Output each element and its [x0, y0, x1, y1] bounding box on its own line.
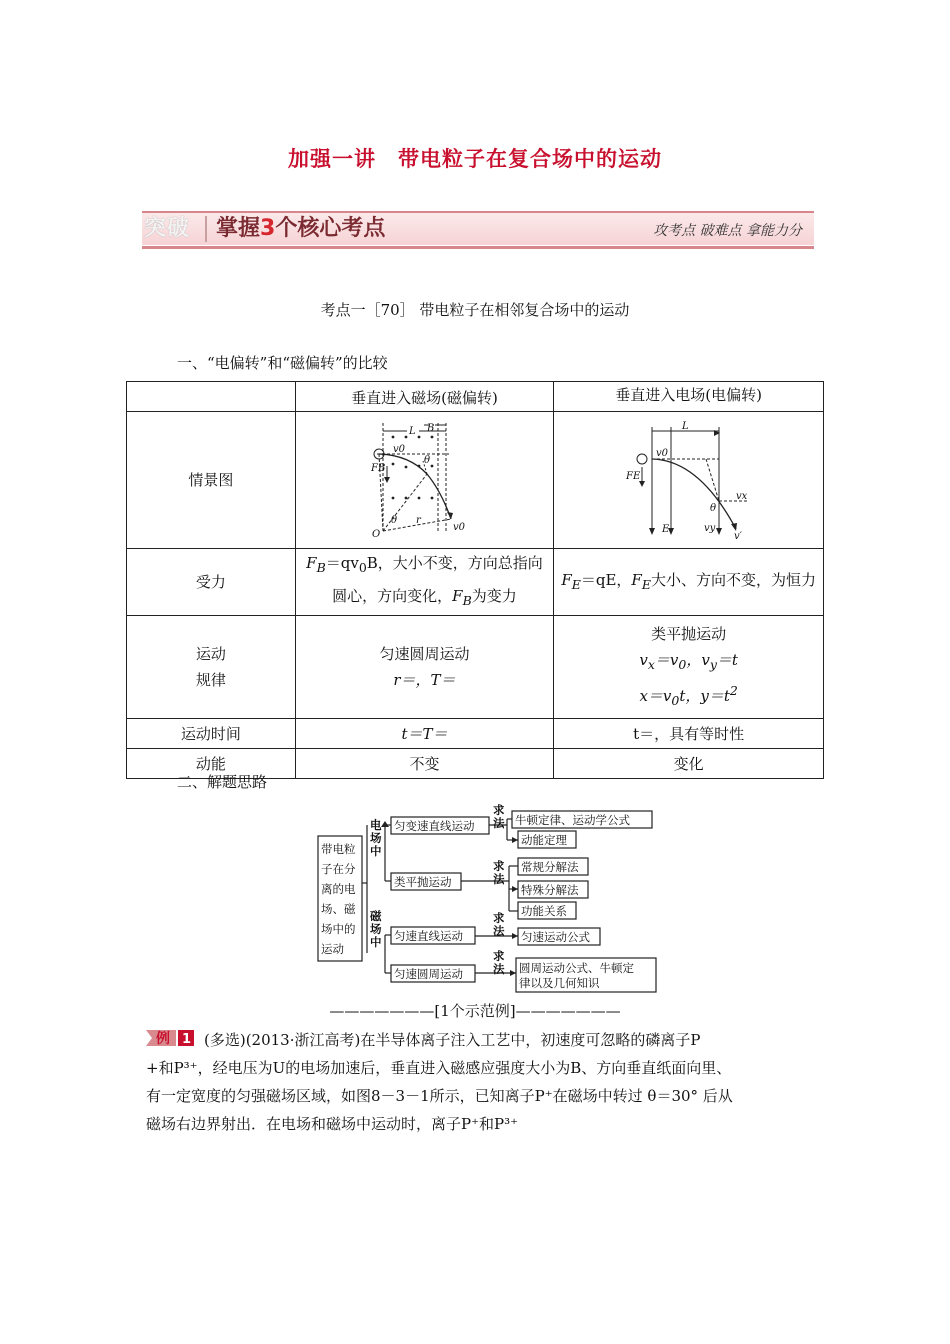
motion-mag [295, 616, 554, 719]
flow-root-2: 子在分 [321, 862, 356, 876]
motion-mag-1: 匀速圆周运动 [379, 645, 470, 663]
header-empty-cell [127, 382, 296, 412]
section1-heading: 一、“电偏转”和“磁偏转”的比较 [177, 354, 388, 372]
flow-r2: 动能定理 [521, 833, 567, 847]
fm4-sub: B [462, 593, 472, 608]
force-mag [295, 549, 554, 616]
diagram-mag-r: r [416, 515, 422, 526]
me2a: v [639, 650, 648, 669]
flow-qiu-4: 求 [493, 949, 505, 963]
flow-elec-3: 中 [370, 844, 382, 858]
ke-mag: 不变 [295, 749, 554, 779]
flow-root-6: 运动 [321, 942, 344, 956]
diagram-mag-L: L [409, 426, 417, 437]
flow-m1: 匀变速直线运动 [394, 819, 475, 833]
banner-bottom-line [142, 246, 814, 249]
fe4: 大小、方向不变，为恒力 [650, 570, 816, 589]
fe3: F [631, 570, 642, 589]
flow-m2: 类平抛运动 [394, 875, 452, 889]
banner-prefix: 掌握 [216, 216, 261, 241]
flow-fa-1: 法 [493, 816, 505, 830]
fm1: F [306, 554, 317, 572]
me2a-sub: x [647, 656, 655, 672]
diagram-mag-O: O [372, 529, 381, 540]
motion-mag-2: r＝，T＝ [393, 671, 456, 689]
banner-heading [216, 215, 385, 243]
example-text-1: (多选)(2013·浙江高考)在半导体离子注入工艺中，初速度可忽略的磷离子P [204, 1031, 701, 1049]
table-row-scene [127, 412, 824, 549]
flow-root-1: 带电粒 [321, 842, 356, 856]
diagram-mag-FB: FB [371, 463, 386, 474]
table-row-motion [127, 616, 824, 719]
label-time: 运动时间 [127, 719, 296, 749]
example-badge [146, 1028, 198, 1048]
flow-root-4: 场、磁 [321, 902, 356, 916]
diagram-elec-E: E [661, 524, 669, 535]
diagram-mag-theta2: θ [391, 515, 398, 526]
flow-r7b: 律以及几何知识 [519, 976, 600, 990]
me2d: ＝t [716, 650, 738, 669]
flow-qiu-3: 求 [493, 911, 505, 925]
fm5: 为变力 [471, 587, 517, 605]
me2b-sub: 0 [678, 656, 687, 672]
example-label: 例 [156, 1031, 170, 1047]
diagram-mag-v0-out: v0 [453, 522, 466, 533]
flow-r3: 常规分解法 [521, 860, 579, 874]
header-mag: 垂直进入磁场(磁偏转) [295, 382, 554, 412]
time-mag: t＝T＝ [295, 719, 554, 749]
example-line-2: +和P³⁺，经电压为U的电场加速后，垂直进入磁感应强度大小为B、方向垂直纸面向里、 [146, 1059, 732, 1077]
flow-r7a: 圆周运动公式、牛顿定 [519, 961, 634, 975]
table-row-force [127, 549, 824, 616]
flow-mag-1: 磁 [370, 909, 382, 923]
example-number: 1 [182, 1032, 192, 1047]
fm3: B，大小不变，方向总指向圆心，方向变化， [332, 554, 543, 605]
fm4: F [452, 587, 463, 605]
ke-elec: 变化 [554, 749, 824, 779]
diagram-mag-v0: v0 [393, 444, 406, 455]
scene-elec-cell [554, 412, 824, 549]
fm1-sub: B [316, 560, 326, 575]
diagram-elec-vy: vy [703, 523, 715, 534]
magnetic-deflection-diagram [369, 419, 479, 541]
flow-fa-2: 法 [493, 872, 505, 886]
me3b: t，y＝t [679, 686, 730, 705]
flow-m4: 匀速圆周运动 [394, 967, 463, 981]
table-row-header [127, 382, 824, 412]
flow-root-3: 离的电 [321, 882, 356, 896]
electric-deflection-diagram [624, 419, 754, 541]
header-elec: 垂直进入电场(电偏转) [554, 382, 824, 412]
kaodian-heading: 考点一［70］ 带电粒子在相邻复合场中的运动 [320, 301, 630, 319]
example-line-1 [146, 1026, 816, 1054]
flow-qiu-1: 求 [493, 803, 505, 817]
flow-r4: 特殊分解法 [521, 883, 579, 897]
diagram-elec-FE: FE [625, 471, 640, 482]
banner-suffix: 个核心考点 [275, 216, 386, 241]
banner-number: 3 [260, 216, 276, 241]
label-scene: 情景图 [127, 412, 296, 549]
fm2: ＝qv [325, 554, 359, 572]
banner-separator [205, 216, 207, 242]
flow-r5: 功能关系 [521, 904, 567, 918]
me2c-sub: y [709, 656, 717, 672]
example-line-3: 有一定宽度的匀强磁场区域，如图8－3－1所示，已知离子P⁺在磁场中转过 θ＝30° 后从 [146, 1087, 733, 1105]
flow-fa-3: 法 [493, 924, 505, 938]
force-elec [554, 549, 824, 616]
flow-mag-2: 场 [370, 922, 382, 936]
example-caption: ———————[1个示范例]——————— [329, 1002, 621, 1020]
time-elec: t＝，具有等时性 [554, 719, 824, 749]
motion-elec-1: 类平抛运动 [651, 624, 727, 643]
label-motion-2: 规律 [195, 671, 226, 689]
me3a: x＝v [639, 686, 672, 705]
motion-elec-3 [560, 678, 817, 714]
motion-elec [554, 616, 824, 719]
flow-qiu-2: 求 [493, 859, 505, 873]
me3a-sub: 0 [671, 692, 680, 708]
me2c: ，v [686, 650, 710, 669]
diagram-elec-vprime: v′ [733, 531, 742, 541]
label-motion [127, 616, 296, 719]
diagram-elec-v0: v0 [655, 448, 668, 459]
flow-r1: 牛顿定律、运动学公式 [515, 813, 630, 827]
fe1-sub: E [571, 576, 581, 592]
fe2: ＝qE， [580, 570, 632, 589]
flow-elec-1: 电 [370, 818, 382, 832]
motion-elec-2 [560, 647, 817, 678]
diagram-elec-theta: θ [709, 503, 716, 514]
banner-tupo: 突破 [144, 216, 191, 241]
scene-mag-cell [295, 412, 554, 549]
diagram-elec-vx: vx [735, 491, 747, 502]
diagram-elec-L: L [681, 421, 689, 432]
flow-r6: 匀速运动公式 [521, 930, 590, 944]
table-row-time [127, 719, 824, 749]
page-title: 加强一讲 带电粒子在复合场中的运动 [288, 147, 662, 171]
diagram-mag-B: B [427, 423, 435, 434]
flow-root-5: 场中的 [321, 922, 356, 936]
flow-elec-2: 场 [370, 831, 382, 845]
fe1: F [561, 570, 572, 589]
example-line-4: 磁场右边界射出．在电场和磁场中运动时，离子P⁺和P³⁺ [146, 1115, 519, 1133]
me2b: ＝v [654, 650, 679, 669]
flow-fa-4: 法 [493, 962, 505, 976]
comparison-table [126, 381, 824, 779]
flow-m3: 匀速直线运动 [394, 929, 463, 943]
banner-slogan: 攻考点 破难点 拿能力分 [653, 223, 802, 239]
section-banner [142, 210, 814, 250]
solution-flowchart [317, 803, 657, 996]
label-ke: 动能 [127, 749, 296, 779]
section2-heading: 二、解题思路 [177, 773, 268, 791]
label-force: 受力 [127, 549, 296, 616]
label-motion-1: 运动 [195, 645, 226, 663]
me3b-sup: 2 [729, 682, 738, 698]
fe3-sub: E [641, 576, 651, 592]
flow-mag-3: 中 [370, 935, 382, 949]
fm2-sub: 0 [358, 560, 367, 575]
diagram-mag-theta: θ [424, 455, 431, 466]
